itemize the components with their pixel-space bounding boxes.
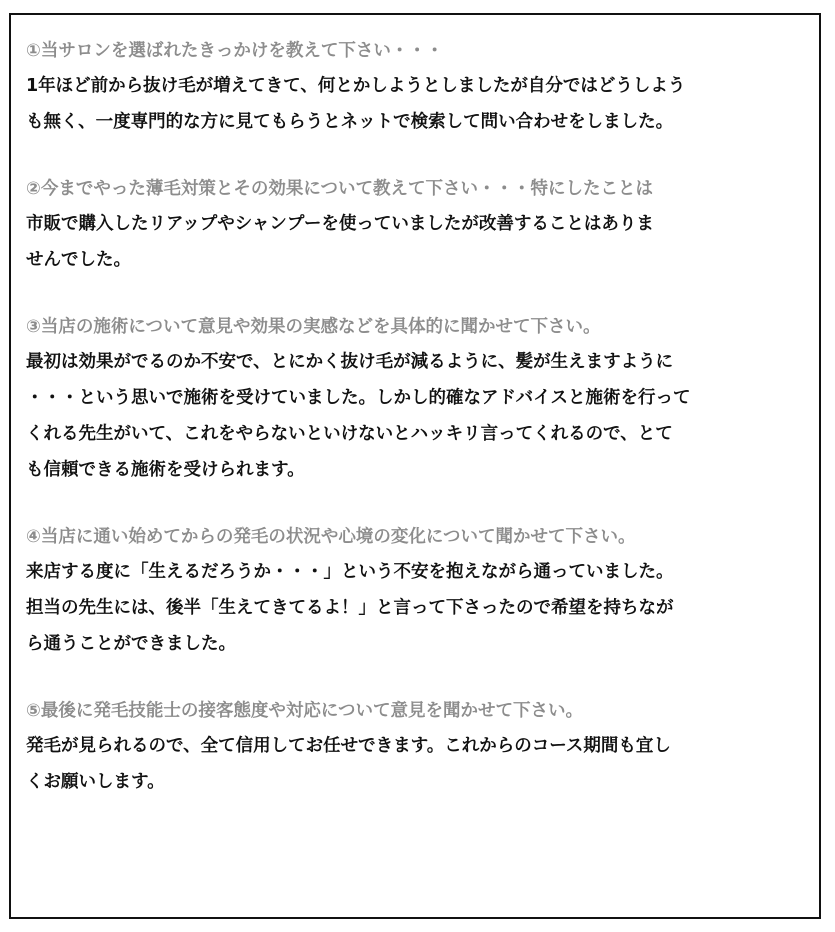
answer-4-line-2: 担当の先生には、後半「生えてきてるよ！」と言って下さったので希望を持ちなが: [26, 598, 674, 618]
testimonial-content: [26, 34, 816, 832]
qa-item-4: [26, 520, 816, 662]
answer-3: [26, 344, 816, 488]
question-5: ⑤最後に発毛技能士の接客態度や対応について意見を聞かせて下さい。: [26, 701, 583, 721]
answer-1-line-1: 1年ほど前から抜け毛が増えてきて、何とかしようとしましたが自分ではどうしよう: [26, 76, 686, 96]
qa-item-1: [26, 34, 816, 140]
answer-2-line-1: 市販で購入したリアップやシャンプーを使っていましたが改善することはありま: [26, 214, 654, 234]
qa-item-2: [26, 172, 816, 278]
answer-4-line-3: ら通うことができました。: [26, 634, 236, 654]
question-3: ③当店の施術について意見や効果の実感などを具体的に聞かせて下さい。: [26, 317, 601, 337]
answer-1: [26, 68, 816, 140]
question-1: ①当サロンを選ばれたきっかけを教えて下さい・・・: [26, 41, 444, 61]
answer-2-line-2: せんでした。: [26, 250, 131, 270]
answer-3-line-3: くれる先生がいて、これをやらないといけないとハッキリ言ってくれるので、とて: [26, 424, 673, 444]
question-2: ②今までやった薄毛対策とその効果について教えて下さい・・・特にしたことは: [26, 179, 653, 199]
answer-5-line-1: 発毛が見られるので、全て信用してお任せできます。これからのコース期間も宜し: [26, 736, 671, 756]
answer-3-line-4: も信頼できる施術を受けられます。: [26, 460, 305, 480]
answer-2: [26, 206, 816, 278]
answer-3-line-2: ・・・という思いで施術を受けていました。しかし的確なアドバイスと施術を行って: [26, 388, 691, 408]
qa-item-5: [26, 694, 816, 800]
question-4: ④当店に通い始めてからの発毛の状況や心境の変化について聞かせて下さい。: [26, 527, 636, 547]
answer-4: [26, 554, 816, 662]
answer-1-line-2: も無く、一度専門的な方に見てもらうとネットで検索して問い合わせをしました。: [26, 112, 674, 132]
answer-5-line-2: くお願いします。: [26, 772, 165, 792]
answer-4-line-1: 来店する度に「生えるだろうか・・・」という不安を抱えながら通っていました。: [26, 562, 674, 582]
qa-item-3: [26, 310, 816, 488]
answer-5: [26, 728, 816, 800]
answer-3-line-1: 最初は効果がでるのか不安で、とにかく抜け毛が減るように、髪が生えますように: [26, 352, 674, 372]
